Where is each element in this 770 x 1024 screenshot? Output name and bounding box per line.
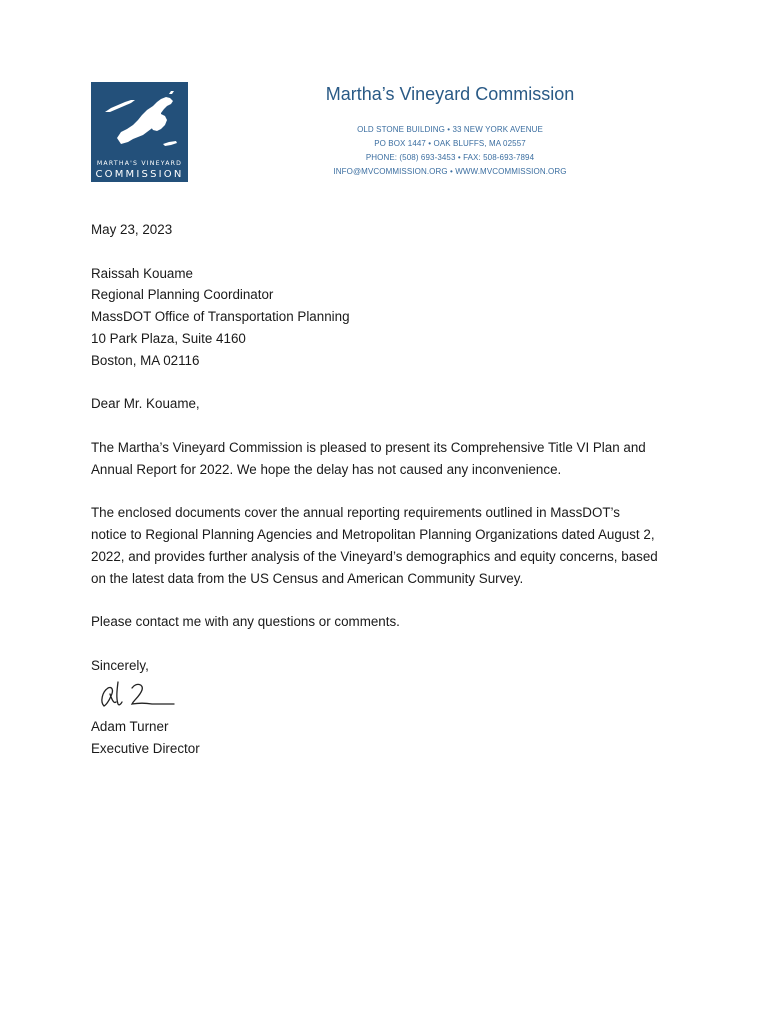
signer-title: Executive Director	[91, 740, 200, 756]
recipient-organization: MassDOT Office of Transportation Planning	[91, 309, 350, 325]
letterhead-address	[250, 123, 650, 179]
phone-line: PHONE: (508) 693-3453 • FAX: 508-693-7894	[365, 153, 535, 162]
paragraph-2-line: on the latest data from the US Census and American Community Survey.	[91, 570, 524, 586]
salutation: Dear Mr. Kouame,	[91, 396, 200, 412]
paragraph-1-line: Annual Report for 2022. We hope the delay has not caused any inconvenience.	[91, 461, 562, 477]
paragraph-2-line: The enclosed documents cover the annual reporting requirements outlined in MassDOT’s	[91, 505, 620, 521]
recipient-street: 10 Park Plaza, Suite 4160	[91, 330, 246, 346]
paragraph-2-line: notice to Regional Planning Agencies and Metropolitan Planning Organizations dated August 2,	[91, 527, 655, 543]
logo-text-top: MARTHA'S VINEYARD	[96, 160, 183, 167]
letter-date: May 23, 2023	[91, 222, 173, 237]
recipient-city: Boston, MA 02116	[91, 352, 200, 368]
letter-body	[91, 219, 691, 677]
contact-line: INFO@MVCOMMISSION.ORG • WWW.MVCOMMISSION.ORG	[333, 167, 567, 176]
signer-name: Adam Turner	[91, 719, 169, 734]
recipient-name: Raissah Kouame	[91, 265, 193, 281]
closing: Sincerely,	[91, 657, 149, 673]
paragraph-3: Please contact me with any questions or comments.	[91, 614, 400, 630]
signature-block	[91, 716, 200, 760]
paragraph-1-line: The Martha’s Vineyard Commission is pleased to present its Comprehensive Title VI Plan and	[91, 439, 646, 455]
logo-text-bottom: COMMISSION	[95, 169, 184, 180]
signature-image	[94, 678, 176, 712]
paragraph-2-line: 2022, and provides further analysis of the Vineyard’s demographics and equity concerns, based	[91, 548, 658, 564]
recipient-title: Regional Planning Coordinator	[91, 287, 274, 303]
commission-logo	[91, 82, 188, 182]
letterhead-title: Martha’s Vineyard Commission	[325, 84, 575, 104]
address-line: PO BOX 1447 • OAK BLUFFS, MA 02557	[374, 139, 526, 148]
island-map-icon	[91, 82, 188, 162]
address-line: OLD STONE BUILDING • 33 NEW YORK AVENUE	[357, 125, 543, 134]
